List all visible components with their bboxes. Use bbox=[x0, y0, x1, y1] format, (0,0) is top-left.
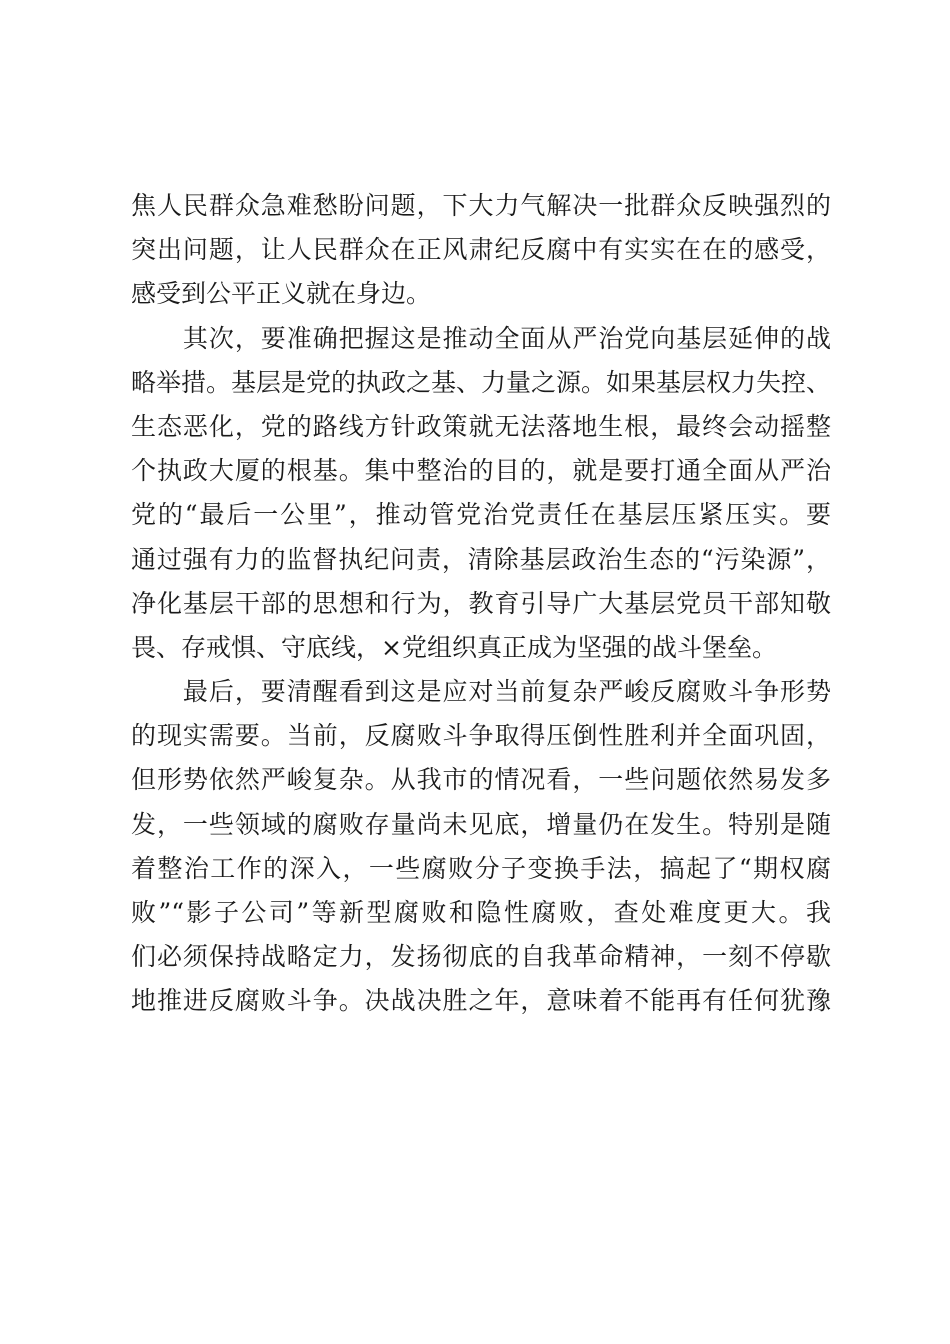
text-line: 生态恶化，党的路线方针政策就无法落地生根，最终会动摇整 bbox=[131, 411, 831, 441]
text-line: 发，一些领域的腐败存量尚未见底，增量仍在发生。特别是随 bbox=[131, 809, 831, 839]
text-line: 地推进反腐败斗争。决战决胜之年，意味着不能再有任何犹豫 bbox=[131, 986, 831, 1016]
text-line: 但形势依然严峻复杂。从我市的情况看，一些问题依然易发多 bbox=[131, 765, 831, 795]
text-line: 最后，要清醒看到这是应对当前复杂严峻反腐败斗争形势 bbox=[131, 677, 831, 707]
text-line: 净化基层干部的思想和行为，教育引导广大基层党员干部知敬 bbox=[131, 588, 831, 618]
text-line: 略举措。基层是党的执政之基、力量之源。如果基层权力失控、 bbox=[131, 367, 831, 397]
text-line: 焦人民群众急难愁盼问题，下大力气解决一批群众反映强烈的 bbox=[131, 191, 831, 220]
text-line: 畏、存戒惧、守底线，×党组织真正成为坚强的战斗堡垒。 bbox=[131, 632, 777, 662]
text-line: 们必须保持战略定力，发扬彻底的自我革命精神，一刻不停歇 bbox=[131, 942, 831, 972]
text-line: 着整治工作的深入，一些腐败分子变换手法，搞起了“期权腐 bbox=[131, 853, 831, 883]
text-line: 个执政大厦的根基。集中整治的目的，就是要打通全面从严治 bbox=[131, 456, 831, 486]
text-line: 通过强有力的监督执纪问责，清除基层政治生态的“污染源”， bbox=[131, 544, 831, 574]
text-line: 的现实需要。当前，反腐败斗争取得压倒性胜利并全面巩固， bbox=[131, 721, 831, 751]
text-line: 党的“最后一公里”，推动管党治党责任在基层压紧压实。要 bbox=[131, 500, 831, 530]
text-line: 感受到公平正义就在身边。 bbox=[131, 279, 432, 309]
body-text bbox=[131, 184, 831, 1024]
text-line: 突出问题，让人民群众在正风肃纪反腐中有实实在在的感受， bbox=[131, 235, 831, 265]
text-line: 其次，要准确把握这是推动全面从严治党向基层延伸的战 bbox=[131, 323, 831, 353]
text-line: 败”“影子公司”等新型腐败和隐性腐败，查处难度更大。我 bbox=[131, 898, 831, 927]
